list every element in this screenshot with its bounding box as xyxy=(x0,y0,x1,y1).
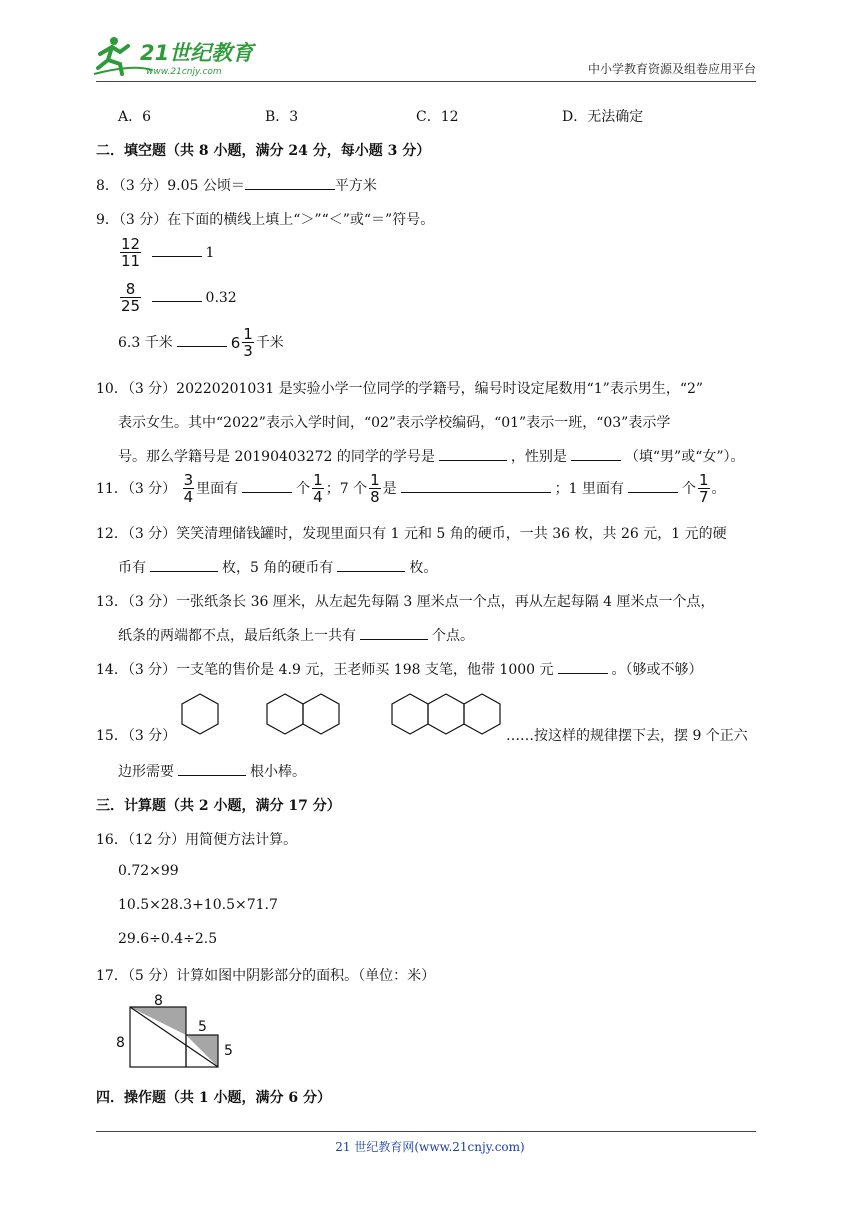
header-divider xyxy=(96,81,756,82)
question-8: 8．（3 分）9.05 公顷＝ 平方米 xyxy=(96,175,377,195)
section-op-title: 四．操作题（共 1 小题，满分 6 分） xyxy=(96,1090,331,1106)
logo xyxy=(92,34,262,82)
question-17-stem: 17．（5 分）计算如图中阴影部分的面积。（单位：米） xyxy=(96,968,436,984)
footer-link[interactable]: 21 世纪教育网(www.21cnjy.com) xyxy=(335,1140,525,1154)
question-13-line-2: 纸条的两端都不点，最后纸条上一共有 个点。 xyxy=(118,625,474,645)
q16-expr-1: 0.72×99 xyxy=(118,863,179,879)
hexagon-2b xyxy=(303,694,339,734)
hexagon-3a xyxy=(392,694,428,734)
q16-expr-3: 29.6÷0.4÷2.5 xyxy=(118,931,218,947)
platform-name: 中小学教育资源及组卷应用平台 xyxy=(587,62,756,76)
answer-blank xyxy=(245,175,335,190)
hexagon-2a xyxy=(267,694,303,734)
footer-divider xyxy=(96,1131,756,1132)
runner-logo-icon xyxy=(92,34,262,78)
question-15-suffix: ……按这样的规律摆下去，摆 9 个正六 xyxy=(506,728,748,744)
label-top-5: 5 xyxy=(198,1019,207,1035)
question-13-line-1: 13．（3 分）一张纸条长 36 厘米，从左起先每隔 3 厘米点一个点，再从左起每隔 4 厘米点一个点， xyxy=(96,594,715,610)
option-d: D．无法确定 xyxy=(562,109,644,125)
option-a: A．6 xyxy=(118,109,152,125)
question-10-line-1: 10．（3 分）20220201031 是实验小学一位同学的学籍号，编号时设定尾数用“1”表示男生，“2” xyxy=(96,381,704,397)
question-10-line-2: 表示女生。其中“2022”表示入学时间，“02”表示学校编码，“01”表示一班，“03”表示学 xyxy=(118,415,671,431)
question-14: 14．（3 分）一支笔的售价是 4.9 元，王老师买 198 支笔，他带 1000 元 。（够或不够） xyxy=(96,659,703,679)
section-fill-title: 二．填空题（共 8 小题，满分 24 分，每小题 3 分） xyxy=(96,143,431,159)
section-calc-title: 三．计算题（共 2 小题，满分 17 分） xyxy=(96,798,341,814)
label-top-8: 8 xyxy=(154,993,163,1009)
question-15-prefix: 15．（3 分） xyxy=(96,728,177,744)
hexagon-3c xyxy=(464,694,500,734)
q16-expr-2: 10.5×28.3+10.5×71.7 xyxy=(118,897,278,913)
hexagon-3b xyxy=(428,694,464,734)
question-11: 11．（3 分） $\frac{3}{4}$ 里面有 个 $\frac{1}{4}$ ；7 个 $\frac{1}{8}$ 是 ；1 里面有 个 $\frac{1}{7}$ 。 xyxy=(96,471,726,506)
question-12-line-2: 币有 枚，5 角的硬币有 枚。 xyxy=(118,557,437,577)
question-16-stem: 16．（12 分）用简便方法计算。 xyxy=(96,832,298,848)
question-10-line-3: 号。那么学籍号是 20190403272 的同学的学号是 ，性别是 （填“男”或“女”）。 xyxy=(118,446,745,466)
hexagon-1 xyxy=(182,694,218,734)
q9-row-3: 6.3 千米 6 $\frac{1}{3}$ 千米 xyxy=(118,325,284,360)
question-15-line-2: 边形需要 根小棒。 xyxy=(118,761,306,781)
shaded-area-figure xyxy=(112,993,252,1073)
option-c: C．12 xyxy=(416,109,459,125)
question-9-stem: 9．（3 分）在下面的横线上填上“＞”“＜”或“＝”符号。 xyxy=(96,212,435,228)
label-left-8: 8 xyxy=(116,1035,125,1051)
q9-row-2: $\frac{8}{25}$ 0.32 xyxy=(121,280,237,315)
q9-row-1: $\frac{12}{11}$ 1 xyxy=(121,235,215,270)
option-b: B．3 xyxy=(265,109,299,125)
svg-text:www.21cnjy.com: www.21cnjy.com xyxy=(146,67,222,77)
question-12-line-1: 12．（3 分）笑笑清理储钱罐时，发现里面只有 1 元和 5 角的硬币，一共 36 枚，共 26 元，1 元的硬 xyxy=(96,526,727,542)
svg-text:21世纪教育: 21世纪教育 xyxy=(140,41,254,65)
hexagon-pattern-figure xyxy=(180,690,510,740)
label-right-5: 5 xyxy=(224,1043,233,1059)
